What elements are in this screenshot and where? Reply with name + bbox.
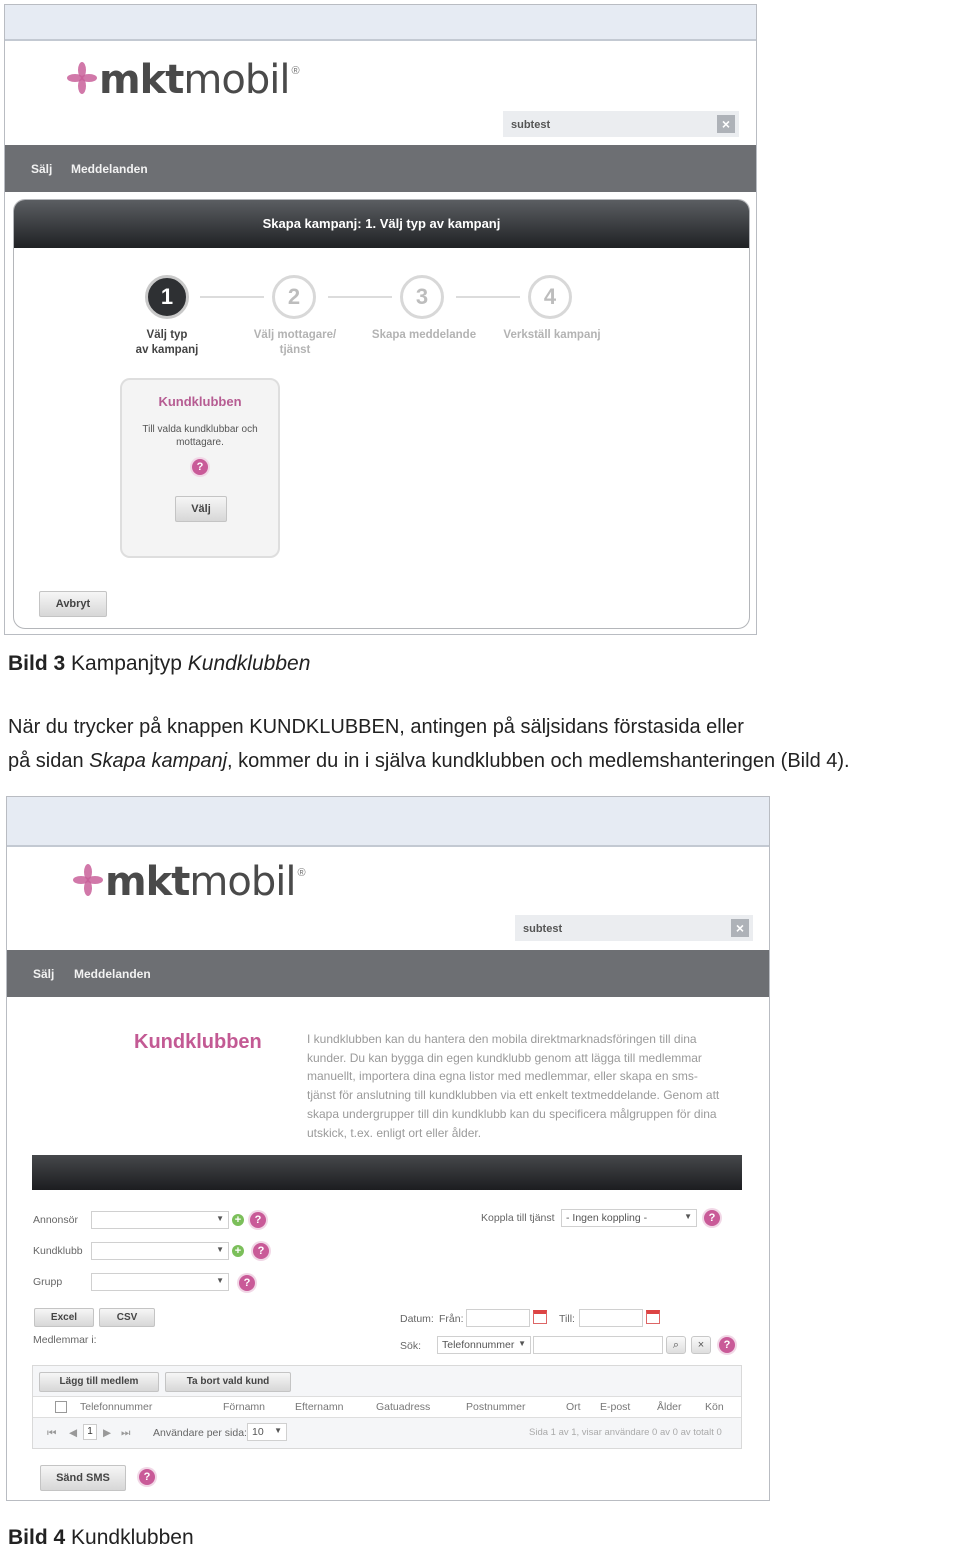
page-number-input[interactable]: 1: [83, 1424, 97, 1440]
search-field-select[interactable]: Telefonnummer ▼: [437, 1336, 531, 1354]
date-to-input[interactable]: [579, 1309, 643, 1327]
column-header[interactable]: Kön: [705, 1401, 724, 1413]
date-label: Datum:: [400, 1313, 434, 1325]
kundklubb-select[interactable]: ▼: [91, 1242, 229, 1260]
username: subtest: [511, 119, 551, 131]
kundklubb-label: Kundklubb: [33, 1245, 83, 1257]
pager-status: Sida 1 av 1, visar användare 0 av 0 av totalt 0: [529, 1427, 722, 1438]
main-navbar: [5, 145, 756, 192]
flower-logo-icon: [67, 62, 97, 98]
mktmobil-logo: [67, 57, 300, 103]
body-paragraph-line-1: När du trycker på knappen KUNDKLUBBEN, antingen på säljsidans förstasida eller: [8, 716, 744, 738]
screenshot-figure-4: [6, 796, 770, 1501]
page-title: Kundklubben: [134, 1031, 262, 1053]
registered-mark: ®: [291, 65, 300, 77]
next-page-icon[interactable]: ▶: [103, 1427, 112, 1439]
username: subtest: [523, 923, 563, 935]
help-icon[interactable]: ?: [253, 1243, 269, 1259]
card-description: Till valda kundklubbar och mottagare.: [142, 424, 258, 448]
excel-export-button[interactable]: Excel: [34, 1308, 94, 1327]
last-page-icon[interactable]: ⏭: [121, 1427, 131, 1439]
campaign-dialog: [13, 199, 750, 629]
calendar-to-icon[interactable]: [646, 1310, 660, 1324]
select-all-checkbox[interactable]: [55, 1401, 67, 1413]
logo-text-mobil: mobil: [183, 57, 290, 103]
members-table: [32, 1365, 742, 1449]
logout-close-icon[interactable]: ×: [717, 115, 735, 133]
column-header[interactable]: Ålder: [657, 1401, 682, 1413]
mktmobil-logo: [73, 859, 306, 905]
caption-bild-3: Bild 3 Kampanjtyp Kundklubben: [8, 652, 311, 675]
search-label: Sök:: [400, 1340, 422, 1352]
date-to-label: Till:: [559, 1313, 575, 1325]
step-4-indicator: 4: [528, 275, 572, 319]
send-sms-button[interactable]: Sänd SMS: [40, 1465, 126, 1491]
user-box: [515, 915, 753, 941]
column-header[interactable]: Efternamn: [295, 1401, 344, 1413]
avbryt-button[interactable]: Avbryt: [39, 591, 107, 617]
date-from-label: Från:: [439, 1313, 464, 1325]
grupp-label: Grupp: [33, 1276, 63, 1288]
column-header[interactable]: Ort: [566, 1401, 581, 1413]
prev-page-icon[interactable]: ◀: [69, 1427, 78, 1439]
flower-logo-icon: [73, 864, 103, 900]
step-2-label: Välj mottagare/ tjänst: [253, 329, 337, 356]
nav-item-salj[interactable]: Sälj: [31, 162, 53, 176]
add-kundklubb-icon[interactable]: +: [232, 1245, 244, 1257]
step-1-indicator: 1: [145, 275, 189, 319]
page-description: I kundklubben kan du hantera den mobila direktmarknadsföringen till dina kunder. Du kan bygga din egen kundklubb genom att lägga till medlemmar manuellt, importera dina egna listor med medlemmar, eller skapa en sms- tjänst för anslutning till kundklubben via ett enkelt textmeddelande. Genom att skapa undergrupper till din kundklubb kan du specificera målgruppen för dina utskick, t.ex. enligt ort eller ålder.: [307, 1032, 720, 1140]
logo-text-mkt: mkt: [105, 859, 190, 905]
card-title: Kundklubben: [158, 394, 242, 409]
section-header-bar: [32, 1155, 742, 1190]
clear-search-icon[interactable]: ×: [691, 1336, 711, 1354]
annonsor-select[interactable]: ▼: [91, 1211, 229, 1229]
step-3-indicator: 3: [400, 275, 444, 319]
annonsor-label: Annonsör: [33, 1214, 78, 1226]
date-from-input[interactable]: [466, 1309, 530, 1327]
caption-bild-4: Bild 4 Kundklubben: [8, 1526, 194, 1549]
step-connector: [328, 296, 392, 298]
remove-member-button[interactable]: Ta bort vald kund: [165, 1372, 291, 1392]
help-icon[interactable]: ?: [704, 1210, 720, 1226]
body-paragraph-line-2: på sidan Skapa kampanj, kommer du in i själva kundklubben och medlemshanteringen (Bild 4).: [8, 750, 850, 772]
logo-text-mobil: mobil: [189, 859, 296, 905]
nav-item-meddelanden[interactable]: Meddelanden: [71, 162, 148, 176]
grupp-select[interactable]: ▼: [91, 1273, 229, 1291]
step-connector: [456, 296, 520, 298]
add-annonsor-icon[interactable]: +: [232, 1214, 244, 1226]
browser-top-band: [7, 797, 769, 847]
per-page-select[interactable]: 10 ▼: [247, 1423, 287, 1441]
step-4-label: Verkställ kampanj: [503, 329, 601, 341]
per-page-label: Användare per sida:: [153, 1427, 247, 1439]
help-icon[interactable]: ?: [239, 1275, 255, 1291]
step-2-indicator: 2: [272, 275, 316, 319]
column-header[interactable]: Förnamn: [223, 1401, 266, 1413]
nav-item-meddelanden[interactable]: Meddelanden: [74, 967, 151, 981]
main-navbar: [7, 950, 769, 997]
valj-button[interactable]: Välj: [175, 496, 227, 522]
help-icon[interactable]: ?: [250, 1212, 266, 1228]
step-connector: [200, 296, 264, 298]
logo-text-mkt: mkt: [99, 57, 184, 103]
calendar-from-icon[interactable]: [533, 1310, 547, 1324]
koppla-select[interactable]: - Ingen koppling - ▼: [561, 1209, 697, 1227]
nav-item-salj[interactable]: Sälj: [33, 967, 55, 981]
dialog-title: Skapa kampanj: 1. Välj typ av kampanj: [14, 200, 749, 248]
screenshot-figure-3: [4, 4, 757, 635]
logout-close-icon[interactable]: ×: [731, 919, 749, 937]
members-label: Medlemmar i:: [33, 1334, 97, 1346]
column-header[interactable]: Telefonnummer: [80, 1401, 153, 1413]
help-icon[interactable]: ?: [719, 1337, 735, 1353]
kundklubben-card: [120, 378, 280, 558]
koppla-label: Koppla till tjänst: [481, 1212, 555, 1224]
help-icon[interactable]: ?: [192, 459, 208, 475]
column-header[interactable]: E-post: [600, 1401, 631, 1413]
search-input[interactable]: [533, 1336, 663, 1354]
user-box: [503, 111, 739, 137]
csv-export-button[interactable]: CSV: [99, 1308, 155, 1327]
browser-top-band: [5, 5, 756, 41]
first-page-icon[interactable]: ⏮: [47, 1427, 57, 1439]
search-icon[interactable]: ⌕: [666, 1336, 686, 1354]
add-member-button[interactable]: Lägg till medlem: [39, 1372, 159, 1392]
step-3-label: Skapa meddelande: [371, 329, 477, 341]
registered-mark: ®: [297, 867, 306, 879]
step-1-label: Välj typ av kampanj: [135, 329, 199, 356]
column-header[interactable]: Gatuadress: [376, 1401, 431, 1413]
help-icon[interactable]: ?: [139, 1469, 155, 1485]
table-header-row: [33, 1396, 741, 1418]
column-header[interactable]: Postnummer: [466, 1401, 526, 1413]
